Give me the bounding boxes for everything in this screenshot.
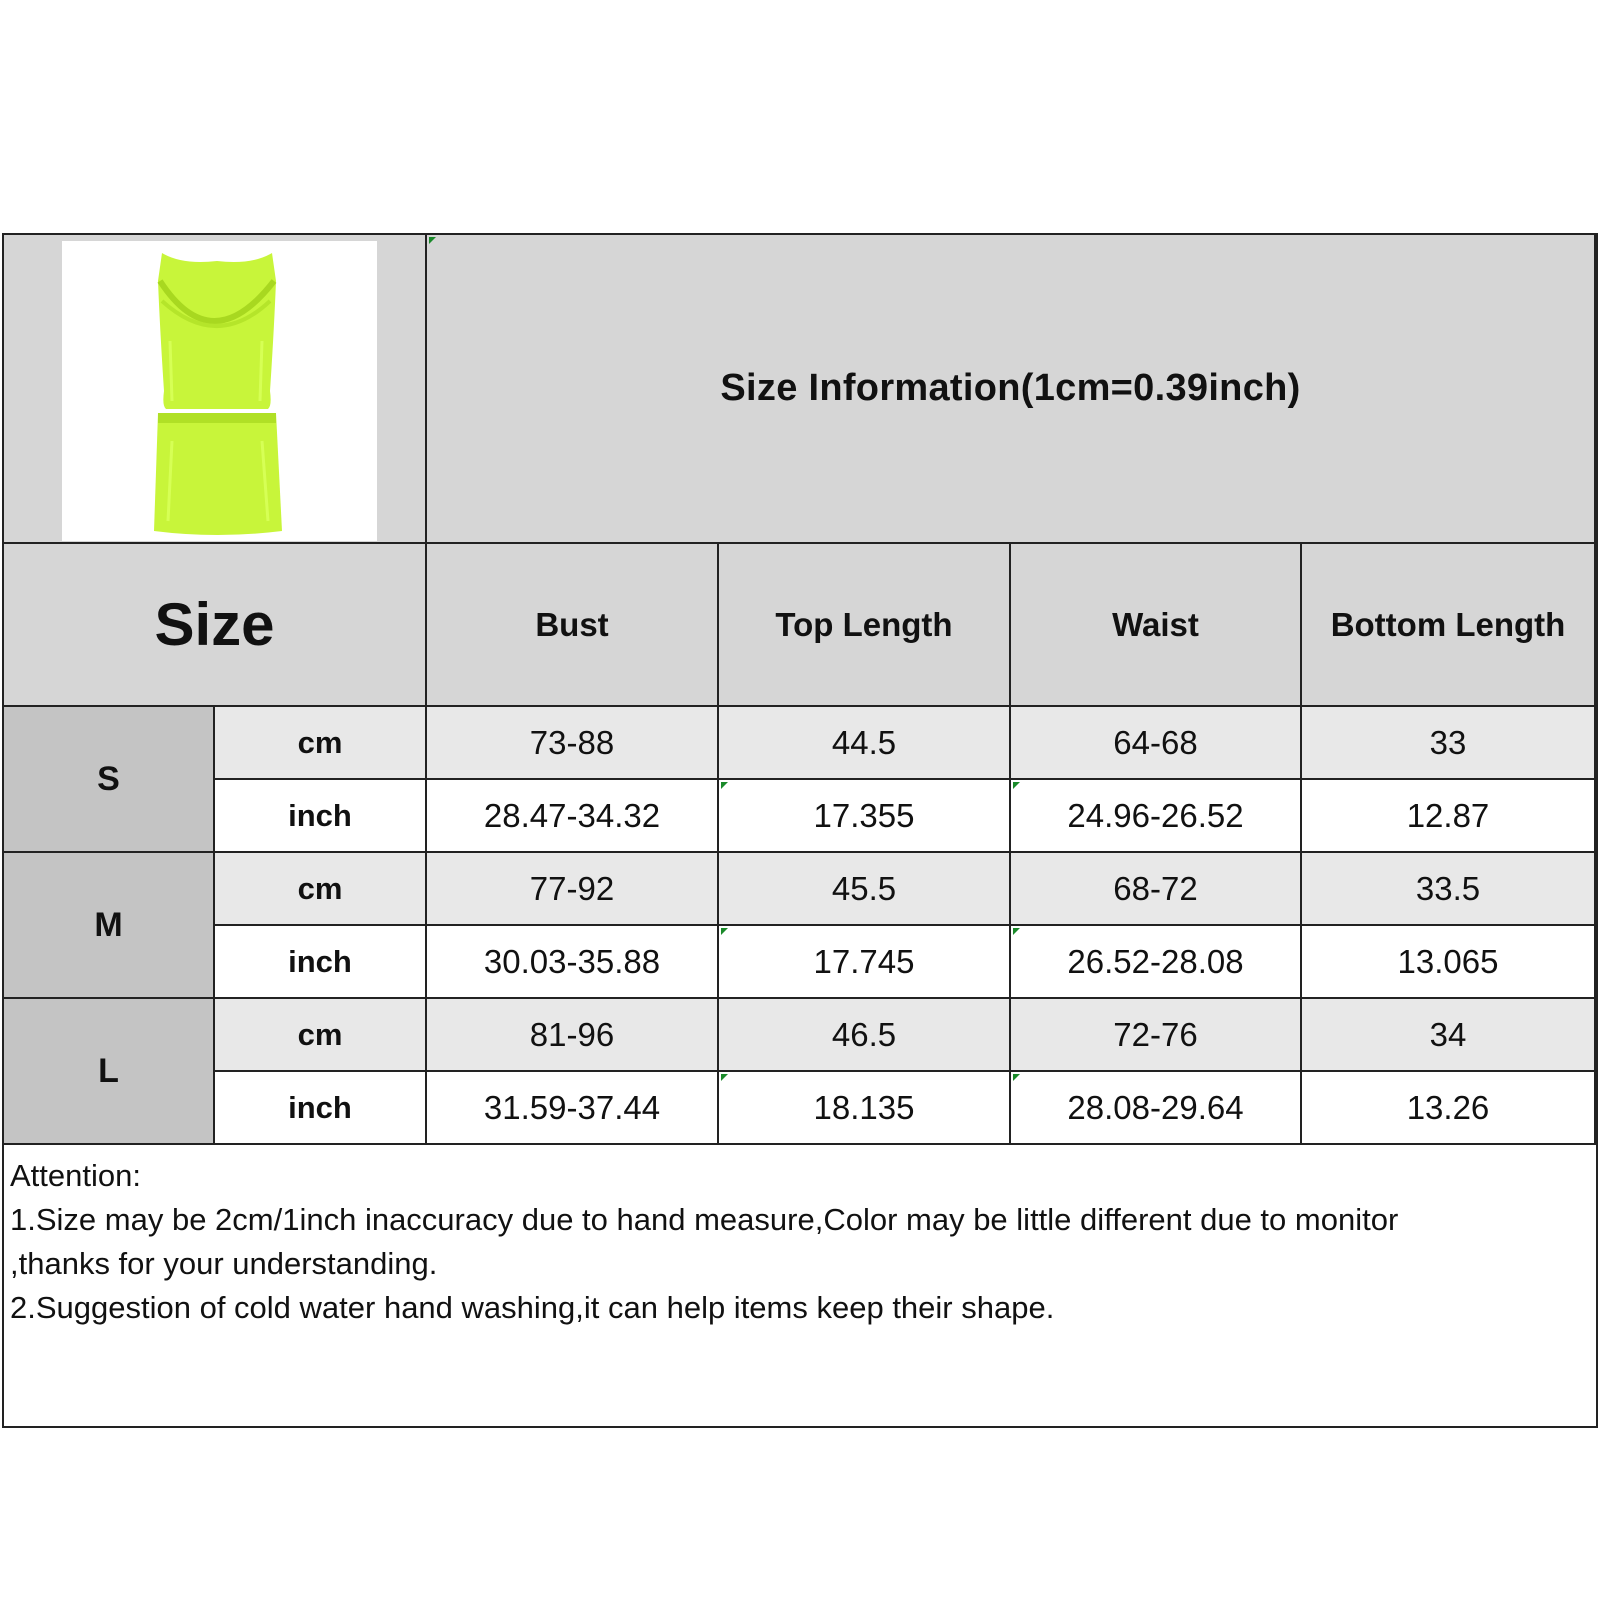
column-header-waist: Waist	[1011, 544, 1302, 707]
size-label-s: S	[4, 707, 215, 853]
cell-marker	[429, 237, 436, 244]
green-two-piece-outfit-image	[62, 241, 377, 541]
unit-cm: cm	[215, 999, 427, 1072]
cell-marker	[721, 928, 728, 935]
cell-marker	[1013, 928, 1020, 935]
table-cell: 24.96-26.52	[1011, 780, 1302, 853]
size-header: Size	[4, 544, 427, 707]
unit-cm: cm	[215, 707, 427, 780]
unit-inch: inch	[215, 1072, 427, 1145]
table-cell: 33	[1302, 707, 1596, 780]
notes-line: 2.Suggestion of cold water hand washing,it can help items keep their shape.	[10, 1290, 1055, 1325]
product-image-cell	[4, 235, 427, 544]
size-label-m: M	[4, 853, 215, 999]
unit-inch: inch	[215, 780, 427, 853]
cell-marker	[1013, 1074, 1020, 1081]
table-cell: 45.5	[719, 853, 1011, 926]
notes-line: ,thanks for your understanding.	[10, 1246, 438, 1281]
table-cell: 33.5	[1302, 853, 1596, 926]
table-cell: 17.745	[719, 926, 1011, 999]
column-header-top-length: Top Length	[719, 544, 1011, 707]
table-cell: 64-68	[1011, 707, 1302, 780]
table-cell: 13.26	[1302, 1072, 1596, 1145]
cell-marker	[721, 782, 728, 789]
table-cell: 26.52-28.08	[1011, 926, 1302, 999]
table-cell: 46.5	[719, 999, 1011, 1072]
table-cell: 30.03-35.88	[427, 926, 719, 999]
size-chart	[2, 233, 1598, 1428]
table-cell: 18.135	[719, 1072, 1011, 1145]
table-cell: 68-72	[1011, 853, 1302, 926]
chart-title: Size Information(1cm=0.39inch)	[427, 235, 1596, 544]
attention-notes	[4, 1150, 1596, 1426]
table-cell: 28.08-29.64	[1011, 1072, 1302, 1145]
size-label-l: L	[4, 999, 215, 1145]
unit-inch: inch	[215, 926, 427, 999]
unit-cm: cm	[215, 853, 427, 926]
table-cell: 77-92	[427, 853, 719, 926]
notes-line: 1.Size may be 2cm/1inch inaccuracy due to hand measure,Color may be little different due to monitor	[10, 1202, 1399, 1237]
notes-heading: Attention:	[10, 1158, 141, 1193]
column-header-bust: Bust	[427, 544, 719, 707]
cell-marker	[721, 1074, 728, 1081]
cell-marker	[1013, 782, 1020, 789]
table-cell: 44.5	[719, 707, 1011, 780]
table-cell: 31.59-37.44	[427, 1072, 719, 1145]
table-cell: 28.47-34.32	[427, 780, 719, 853]
table-cell: 81-96	[427, 999, 719, 1072]
table-cell: 72-76	[1011, 999, 1302, 1072]
table-cell: 12.87	[1302, 780, 1596, 853]
table-cell: 34	[1302, 999, 1596, 1072]
table-cell: 73-88	[427, 707, 719, 780]
product-image	[62, 241, 377, 541]
table-cell: 17.355	[719, 780, 1011, 853]
column-header-bottom-length: Bottom Length	[1302, 544, 1596, 707]
table-cell: 13.065	[1302, 926, 1596, 999]
